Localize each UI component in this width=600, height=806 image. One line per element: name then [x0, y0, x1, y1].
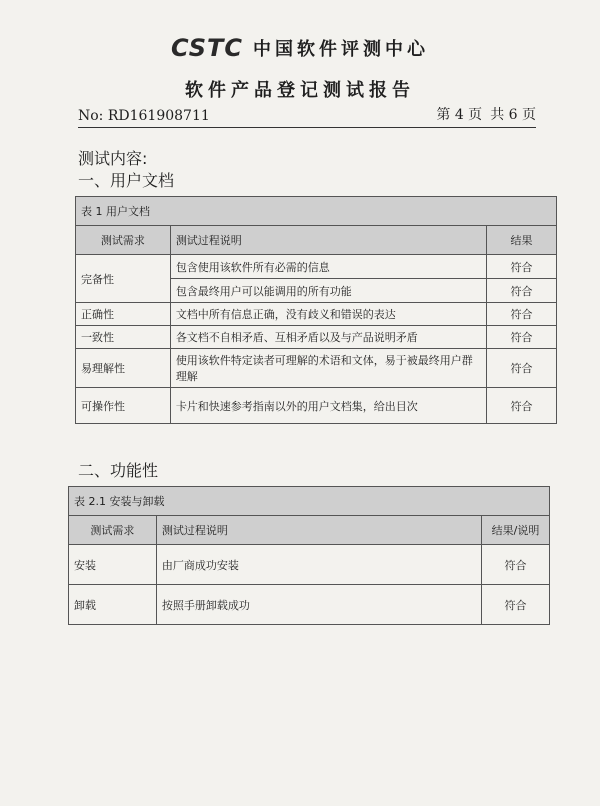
- table1-col-requirement: 测试需求: [76, 226, 171, 255]
- meta-row: [78, 104, 536, 128]
- table2-col-process: 测试过程说明: [156, 516, 481, 545]
- table-cell-req: 可操作性: [76, 388, 171, 424]
- cstc-logo: CSTC: [170, 34, 244, 62]
- user-doc-table: [75, 196, 557, 424]
- org-name: 中国软件评测中心: [253, 39, 430, 60]
- table-cell-desc: 卡片和快速参考指南以外的用户文档集，给出目次: [170, 388, 486, 424]
- table-cell-req: 一致性: [76, 326, 171, 349]
- report-title: 软件产品登记测试报告: [185, 80, 415, 101]
- table-cell-desc: 包含使用该软件所有必需的信息: [170, 255, 486, 279]
- table-row: [69, 585, 550, 625]
- section2-heading: 二、功能性: [78, 461, 159, 480]
- page-total: 共 6 页: [490, 107, 536, 123]
- report-header: [0, 34, 600, 102]
- table1-col-result: 结果: [487, 226, 557, 255]
- table-cell-req: 正确性: [76, 303, 171, 326]
- table-cell-result: 符合: [482, 585, 550, 625]
- table-cell-result: 符合: [487, 349, 557, 388]
- table-cell-result: 符合: [487, 388, 557, 424]
- table1-col-process: 测试过程说明: [170, 226, 486, 255]
- table-cell-result: 符合: [487, 279, 557, 303]
- section1-heading: 一、用户文档: [78, 171, 175, 190]
- table-cell-result: 符合: [487, 255, 557, 279]
- table-cell-result: 符合: [487, 326, 557, 349]
- install-uninstall-table: [68, 486, 550, 625]
- table-row: [76, 388, 557, 424]
- table1-caption: 表 1 用户文档: [76, 197, 557, 226]
- table-cell-result: 符合: [487, 303, 557, 326]
- table-row: [76, 326, 557, 349]
- content-heading: 测试内容:: [78, 149, 148, 168]
- table2-caption: 表 2.1 安装与卸载: [69, 487, 550, 516]
- table-cell-desc: 各文档不自相矛盾、互相矛盾以及与产品说明矛盾: [170, 326, 486, 349]
- table-row: [69, 545, 550, 585]
- table-cell-desc: 文档中所有信息正确，没有歧义和错误的表达: [170, 303, 486, 326]
- table-cell-req: 安装: [69, 545, 157, 585]
- table-cell-result: 符合: [482, 545, 550, 585]
- table-cell-desc: 由厂商成功安装: [156, 545, 481, 585]
- table-cell-desc: 按照手册卸载成功: [156, 585, 481, 625]
- table-cell-req: 卸载: [69, 585, 157, 625]
- table-row: [76, 303, 557, 326]
- page-current: 第 4 页: [436, 107, 483, 123]
- table2-col-requirement: 测试需求: [69, 516, 157, 545]
- table-row: [76, 349, 557, 388]
- table-cell-req: 完备性: [76, 255, 171, 303]
- page-indicator: [428, 104, 536, 124]
- table2-col-result: 结果/说明: [482, 516, 550, 545]
- table-row: [76, 255, 557, 279]
- report-number: No: RD161908711: [78, 108, 210, 124]
- table-cell-desc: 使用该软件特定读者可理解的术语和文体，易于被最终用户群理解: [170, 349, 486, 388]
- table-cell-desc: 包含最终用户可以能调用的所有功能: [170, 279, 486, 303]
- table-cell-req: 易理解性: [76, 349, 171, 388]
